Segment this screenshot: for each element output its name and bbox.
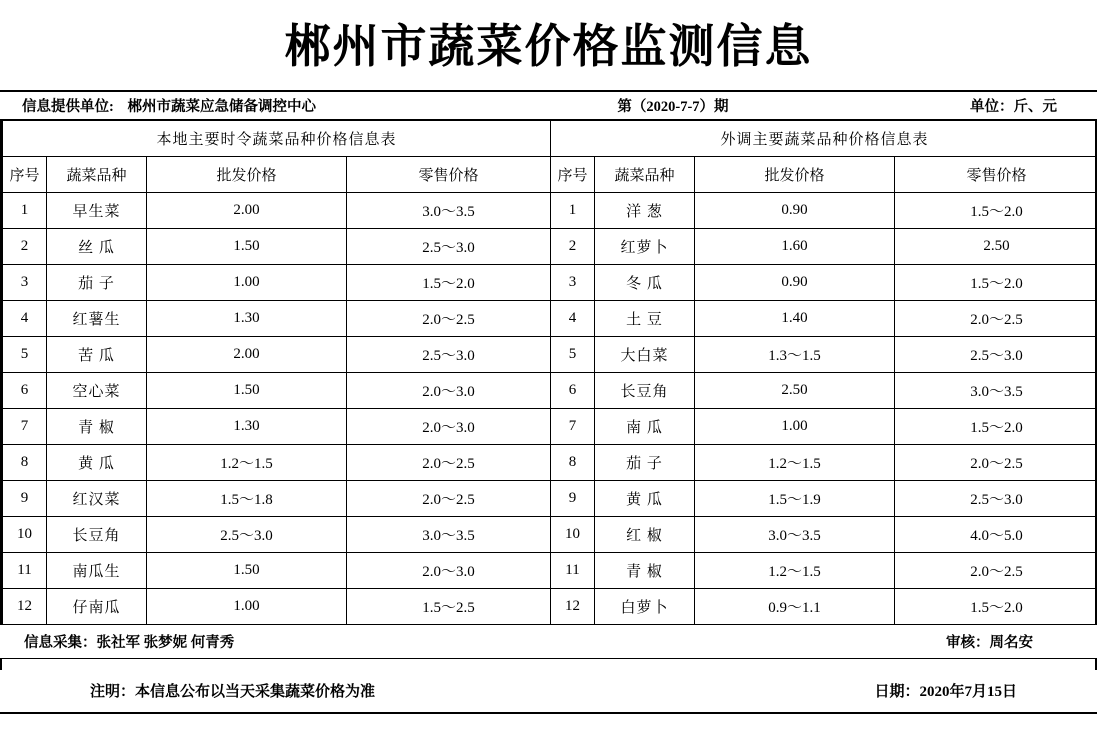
blank-separator [0,659,1097,670]
external-table-heading: 外调主要蔬菜品种价格信息表 [551,120,1097,156]
cell-retail: 3.0～3.5 [347,516,551,552]
collectors-label: 信息采集： [24,634,97,651]
price-tables [2,120,1097,625]
page-title: 郴州市蔬菜价格监测信息 [284,21,813,72]
cell-no: 7 [551,408,595,444]
date-label: 日期： [874,684,920,700]
cell-no: 8 [551,444,595,480]
cell-no: 4 [551,300,595,336]
cell-wholesale: 1.30 [147,300,347,336]
cell-retail: 2.0～2.5 [895,552,1097,588]
cell-retail: 4.0～5.0 [895,516,1097,552]
cell-no: 10 [551,516,595,552]
cell-retail: 2.0～2.5 [895,300,1097,336]
cell-wholesale: 1.00 [147,588,347,624]
cell-no: 3 [551,264,595,300]
cell-variety: 黄 瓜 [595,480,695,516]
cell-variety: 茄 子 [47,264,147,300]
local-col-wholesale: 批发价格 [147,156,347,192]
note-label: 注明： [90,684,136,700]
note [90,680,874,701]
date-value: 2020年7月15日 [919,684,1017,700]
local-col-retail: 零售价格 [347,156,551,192]
cell-wholesale: 1.5～1.9 [695,480,895,516]
cell-wholesale: 1.3～1.5 [695,336,895,372]
cell-wholesale: 1.5～1.8 [147,480,347,516]
cell-wholesale: 1.2～1.5 [695,444,895,480]
cell-variety: 长豆角 [595,372,695,408]
cell-retail: 2.0～2.5 [347,300,551,336]
cell-retail: 2.5～3.0 [347,336,551,372]
cell-wholesale: 1.60 [695,228,895,264]
cell-no: 8 [3,444,47,480]
meta-row [0,90,1097,120]
cell-variety: 土 豆 [595,300,695,336]
cell-no: 7 [3,408,47,444]
cell-wholesale: 1.00 [147,264,347,300]
cell-wholesale: 1.50 [147,228,347,264]
table-row [3,408,1097,444]
external-col-variety: 蔬菜品种 [595,156,695,192]
cell-retail: 1.5～2.0 [895,264,1097,300]
cell-no: 10 [3,516,47,552]
cell-variety: 丝 瓜 [47,228,147,264]
cell-retail: 2.0～2.5 [895,444,1097,480]
cell-variety: 早生菜 [47,192,147,228]
cell-variety: 青 椒 [47,408,147,444]
issue-number: 第（2020-7-7）期 [617,98,729,115]
cell-wholesale: 1.40 [695,300,895,336]
cell-variety: 红 椒 [595,516,695,552]
cell-no: 3 [3,264,47,300]
cell-retail: 1.5～2.0 [895,192,1097,228]
cell-retail: 2.0～2.5 [347,480,551,516]
cell-variety: 空心菜 [47,372,147,408]
cell-retail: 2.0～3.0 [347,408,551,444]
cell-wholesale: 1.00 [695,408,895,444]
cell-no: 2 [3,228,47,264]
provider-value: 郴州市蔬菜应急储备调控中心 [127,98,316,115]
cell-retail: 2.5～3.0 [347,228,551,264]
cell-retail: 2.0～3.0 [347,552,551,588]
auditor-label: 审核： [946,634,990,651]
table-row [3,588,1097,624]
section-headings-row [3,120,1097,156]
cell-retail: 1.5～2.5 [347,588,551,624]
table-row [3,192,1097,228]
cell-no: 1 [3,192,47,228]
cell-variety: 南 瓜 [595,408,695,444]
local-table-heading: 本地主要时令蔬菜品种价格信息表 [3,120,551,156]
table-row [3,552,1097,588]
cell-wholesale: 2.00 [147,336,347,372]
cell-wholesale: 1.2～1.5 [695,552,895,588]
cell-variety: 南瓜生 [47,552,147,588]
cell-no: 5 [3,336,47,372]
cell-wholesale: 1.50 [147,372,347,408]
column-headers-row [3,156,1097,192]
collectors [24,631,946,652]
local-col-variety: 蔬菜品种 [47,156,147,192]
cell-retail: 2.0～2.5 [347,444,551,480]
external-col-no: 序号 [551,156,595,192]
tables-container [0,120,1097,625]
cell-no: 1 [551,192,595,228]
cell-wholesale: 3.0～3.5 [695,516,895,552]
cell-variety: 冬 瓜 [595,264,695,300]
cell-variety: 仔南瓜 [47,588,147,624]
cell-wholesale: 0.9～1.1 [695,588,895,624]
note-value: 本信息公布以当天采集蔬菜价格为准 [135,684,376,700]
table-row [3,228,1097,264]
cell-variety: 红薯生 [47,300,147,336]
table-row [3,264,1097,300]
cell-wholesale: 2.00 [147,192,347,228]
cell-variety: 红汉菜 [47,480,147,516]
cell-retail: 2.5～3.0 [895,336,1097,372]
cell-variety: 茄 子 [595,444,695,480]
collection-footer [0,625,1097,659]
cell-no: 4 [3,300,47,336]
cell-retail: 2.0～3.0 [347,372,551,408]
cell-retail: 1.5～2.0 [895,408,1097,444]
cell-retail: 1.5～2.0 [895,588,1097,624]
cell-wholesale: 0.90 [695,264,895,300]
cell-wholesale: 0.90 [695,192,895,228]
cell-retail: 2.50 [895,228,1097,264]
publish-date [874,680,1037,701]
provider-label: 信息提供单位: [22,98,114,115]
cell-variety: 青 椒 [595,552,695,588]
auditor [946,631,1073,652]
cell-variety: 红萝卜 [595,228,695,264]
provider-info [22,95,316,116]
cell-retail: 3.0～3.5 [347,192,551,228]
external-col-wholesale: 批发价格 [695,156,895,192]
note-footer [0,670,1097,714]
cell-no: 6 [551,372,595,408]
cell-variety: 白萝卜 [595,588,695,624]
cell-variety: 大白菜 [595,336,695,372]
cell-no: 12 [3,588,47,624]
cell-retail: 1.5～2.0 [347,264,551,300]
table-row [3,516,1097,552]
cell-wholesale: 2.5～3.0 [147,516,347,552]
cell-variety: 苦 瓜 [47,336,147,372]
table-row [3,336,1097,372]
cell-no: 12 [551,588,595,624]
cell-variety: 黄 瓜 [47,444,147,480]
table-row [3,480,1097,516]
collectors-value: 张社军 张梦妮 何青秀 [96,634,235,651]
cell-no: 6 [3,372,47,408]
cell-no: 11 [3,552,47,588]
cell-variety: 长豆角 [47,516,147,552]
cell-retail: 2.5～3.0 [895,480,1097,516]
table-row [3,372,1097,408]
cell-wholesale: 1.2～1.5 [147,444,347,480]
cell-variety: 洋 葱 [595,192,695,228]
cell-wholesale: 1.50 [147,552,347,588]
cell-retail: 3.0～3.5 [895,372,1097,408]
cell-wholesale: 1.30 [147,408,347,444]
table-row [3,444,1097,480]
cell-no: 2 [551,228,595,264]
unit-label: 单位：斤、元 [970,98,1057,115]
external-col-retail: 零售价格 [895,156,1097,192]
cell-no: 5 [551,336,595,372]
cell-wholesale: 2.50 [695,372,895,408]
cell-no: 11 [551,552,595,588]
auditor-value: 周名安 [989,634,1033,651]
local-col-no: 序号 [3,156,47,192]
cell-no: 9 [3,480,47,516]
table-row [3,300,1097,336]
cell-no: 9 [551,480,595,516]
